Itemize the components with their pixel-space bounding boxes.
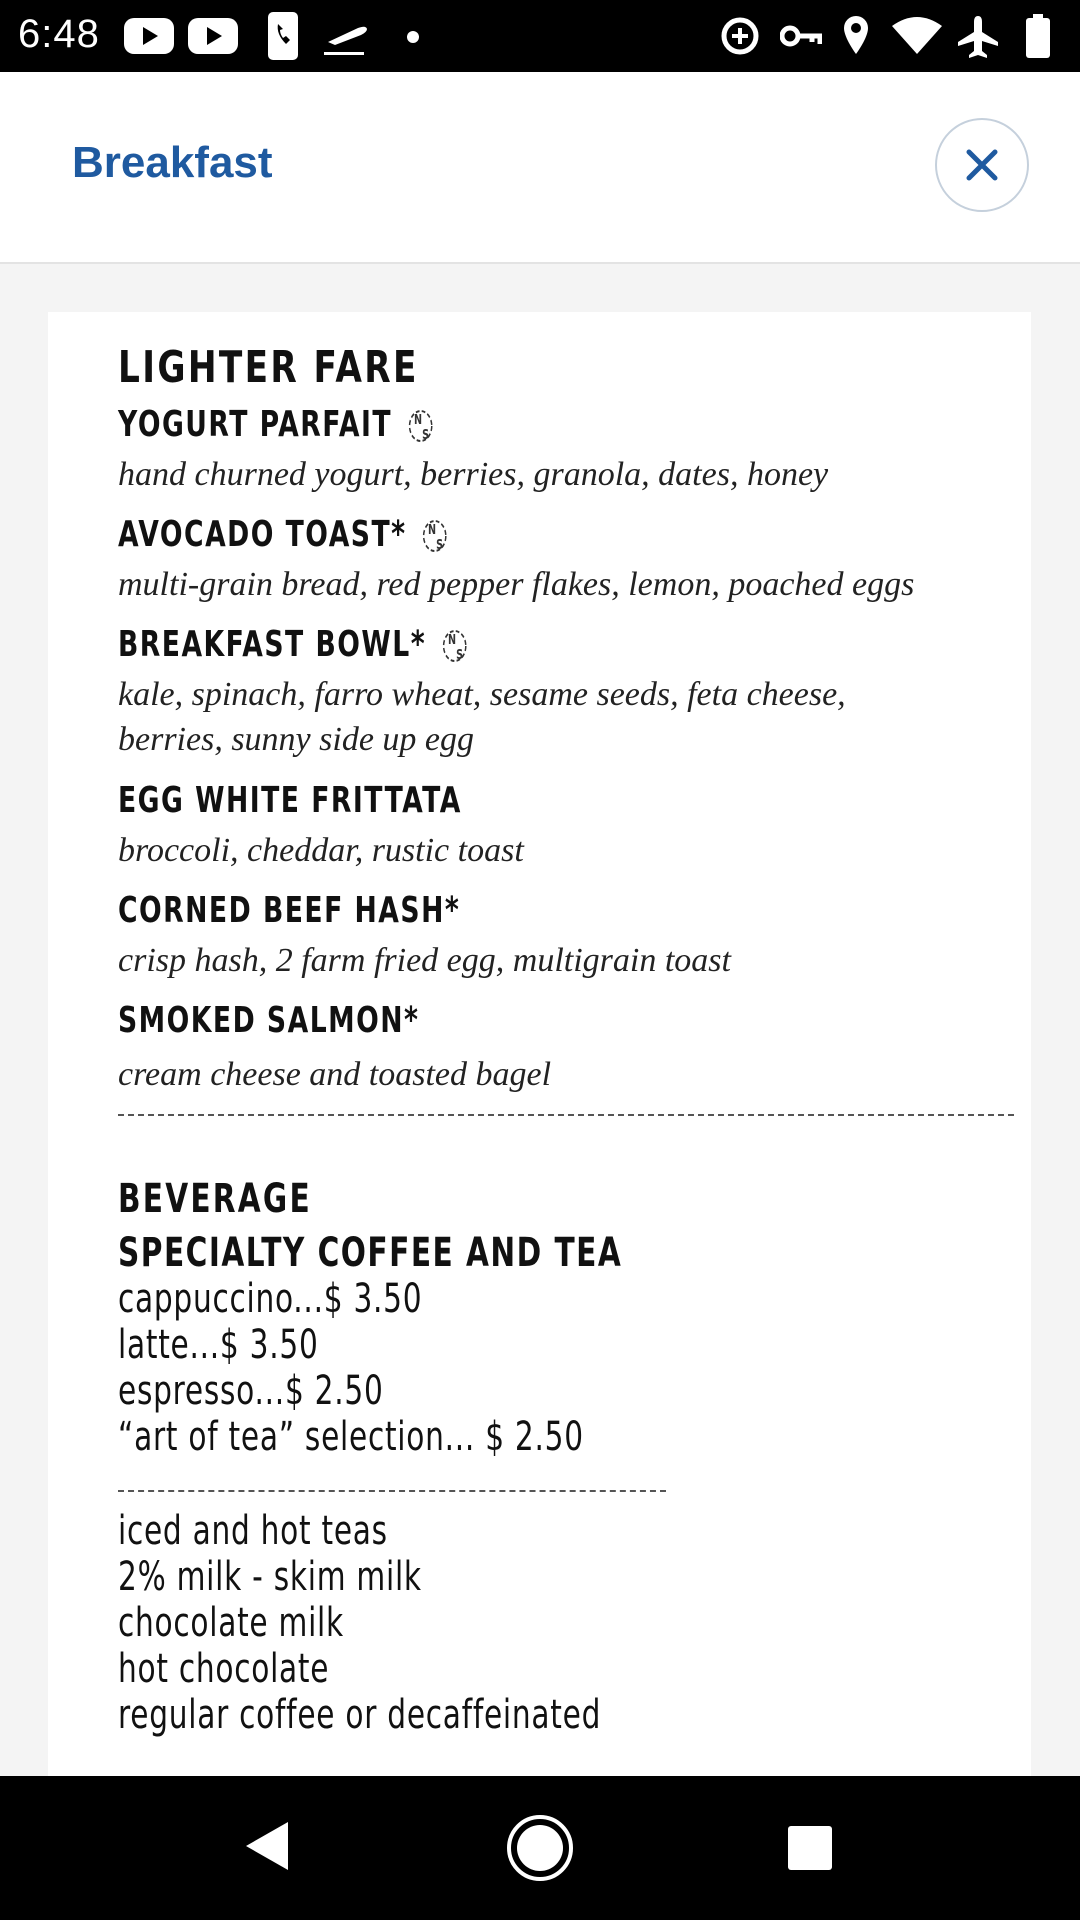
close-icon	[965, 148, 999, 182]
close-button[interactable]	[935, 118, 1029, 212]
beverage-line: chocolate milk	[118, 1600, 344, 1646]
menu-item-name	[118, 404, 437, 445]
nut-sensitive-icon	[422, 517, 452, 555]
menu-item-name: SMOKED SALMON*	[118, 1000, 420, 1041]
svg-text:N: N	[428, 521, 438, 538]
dashed-divider	[118, 1114, 1014, 1116]
nut-sensitive-icon	[407, 407, 437, 445]
recents-icon[interactable]	[786, 1824, 834, 1872]
svg-text:S: S	[422, 426, 431, 443]
svg-text:N: N	[447, 631, 458, 648]
status-time: 6:48	[18, 12, 100, 56]
nut-sensitive-icon	[441, 627, 471, 665]
home-icon[interactable]	[506, 1814, 574, 1882]
menu-item-description: cream cheese and toasted bagel	[118, 1056, 552, 1093]
menu-item-name-text: YOGURT PARFAIT	[118, 404, 393, 445]
menu-item-name	[118, 624, 471, 665]
back-icon[interactable]	[244, 1820, 290, 1872]
youtube-icon	[188, 18, 238, 54]
battery-icon	[1026, 14, 1050, 58]
phone-icon	[268, 12, 298, 60]
menu-item-name-text: AVOCADO TOAST*	[118, 514, 407, 555]
location-icon	[842, 14, 870, 56]
menu-item-description: hand churned yogurt, berries, granola, dates, honey	[118, 456, 829, 493]
airplane-mode-icon	[956, 14, 1000, 58]
menu-item-description: crisp hash, 2 farm fried egg, multigrain toast	[118, 942, 731, 979]
data-saver-icon	[720, 16, 760, 56]
youtube-icon	[124, 18, 174, 54]
beverage-line: iced and hot teas	[118, 1508, 388, 1554]
menu-item-description: broccoli, cheddar, rustic toast	[118, 832, 524, 869]
beverage-price-line: “art of tea” selection... $ 2.50	[118, 1414, 584, 1460]
menu-item-name	[118, 514, 451, 555]
status-bar	[0, 0, 1080, 72]
airplane-takeoff-icon	[322, 16, 370, 56]
navigation-bar	[0, 1776, 1080, 1920]
menu-item-name-text: BREAKFAST BOWL*	[118, 624, 427, 665]
key-icon	[780, 22, 822, 50]
dot-icon	[406, 30, 420, 44]
beverage-price-line: espresso...$ 2.50	[118, 1368, 384, 1414]
svg-text:S: S	[456, 646, 465, 663]
beverage-line: 2% milk - skim milk	[118, 1554, 422, 1600]
menu-item-name: CORNED BEEF HASH*	[118, 890, 461, 931]
menu-item-name: EGG WHITE FRITTATA	[118, 780, 462, 821]
beverage-price-line: cappuccino...$ 3.50	[118, 1276, 423, 1322]
wifi-icon	[892, 16, 942, 54]
svg-text:N: N	[413, 411, 424, 428]
page-header	[0, 72, 1080, 264]
beverage-line: regular coffee or decaffeinated	[118, 1692, 602, 1738]
beverage-price-line: latte...$ 3.50	[118, 1322, 319, 1368]
menu-card	[48, 312, 1031, 1776]
menu-item-description: multi-grain bread, red pepper flakes, lemon, poached eggs	[118, 566, 915, 603]
dashed-divider	[118, 1490, 666, 1492]
menu-item-description: kale, spinach, farro wheat, sesame seeds, feta cheese, berries, sunny side up egg	[118, 676, 846, 758]
page-title: Breakfast	[72, 138, 273, 187]
beverage-line: hot chocolate	[118, 1646, 330, 1692]
beverage-subtitle: SPECIALTY COFFEE AND TEA	[118, 1230, 623, 1276]
svg-text:S: S	[436, 536, 445, 553]
section-title-beverage: BEVERAGE	[118, 1176, 312, 1222]
section-title-lighter-fare: LIGHTER FARE	[118, 342, 419, 393]
